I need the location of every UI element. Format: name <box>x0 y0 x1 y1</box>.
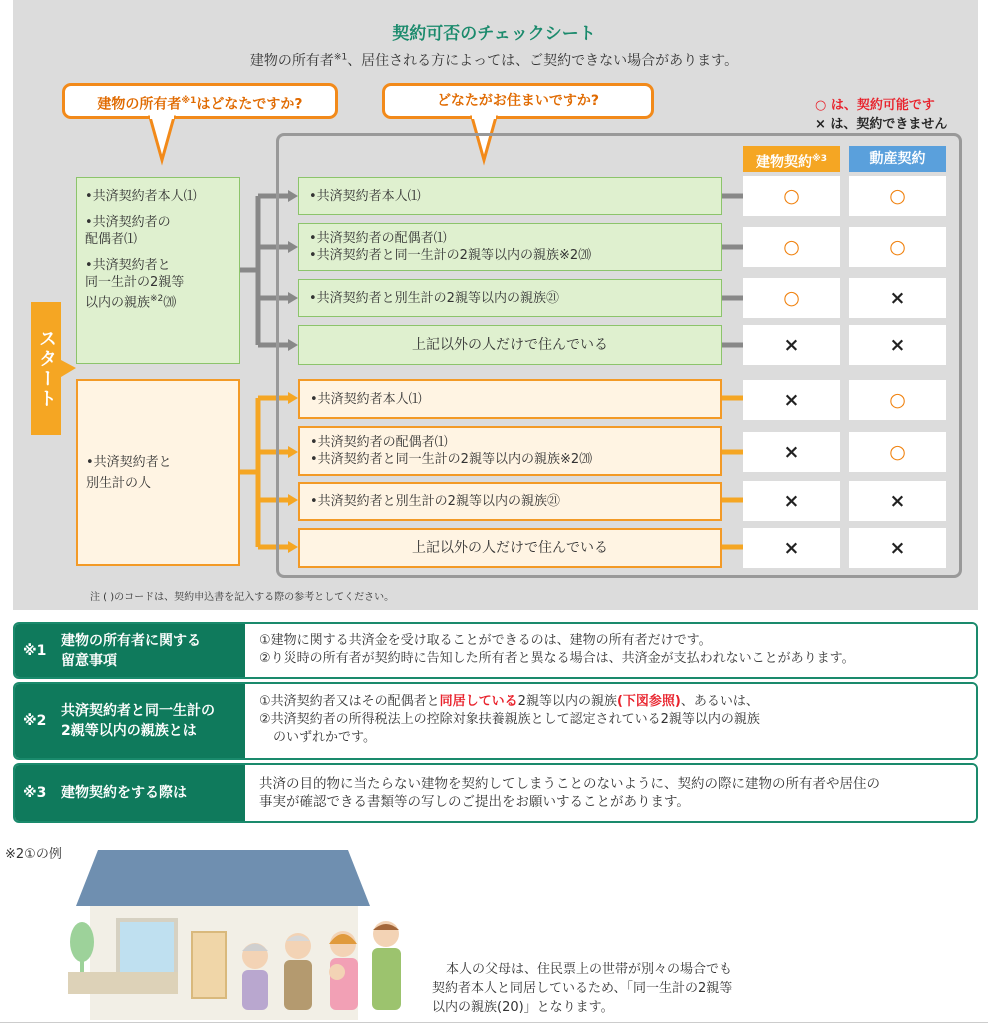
footnote-body <box>245 765 976 821</box>
footnote-text: 、あるいは、 <box>680 694 759 709</box>
footnote-text: 2親等以内の親族 <box>517 694 617 709</box>
footnote-label-text: 建物契約をする際は <box>61 785 187 801</box>
page-title: 契約可否のチェックシート <box>392 24 596 44</box>
subtitle-text: 建物の所有者 <box>249 53 334 69</box>
footnote-line: のいずれかです。 <box>273 730 376 745</box>
footnote-line <box>259 693 966 711</box>
grandfather-figure <box>284 933 312 1010</box>
footnote-relatives <box>13 682 978 760</box>
code-note: 注 ( )のコードは、契約申込書を記入する際の参考としてください。 <box>90 592 395 603</box>
resident-row-text: •共済契約者の配偶者⑴ <box>309 231 447 246</box>
start-label: スタート <box>31 302 61 435</box>
owner-line: •共済契約者本人⑴ <box>85 189 197 204</box>
building-result: ○ <box>743 176 840 216</box>
footnote-label-text: 2親等以内の親族とは <box>61 723 197 739</box>
example-line: 本人の父母は、住民票上の世帯が別々の場合でも <box>446 962 733 977</box>
movable-result: × <box>849 325 946 365</box>
footnote-body <box>245 624 976 677</box>
owner-box-separate <box>76 379 240 566</box>
owner-line <box>85 291 231 311</box>
resident-row <box>298 223 722 271</box>
building-result: × <box>743 380 840 420</box>
example-line: 以内の親族(20)」となります。 <box>432 1000 614 1015</box>
house-window <box>118 920 176 980</box>
owner-line: 同一生計の2親等 <box>85 275 185 290</box>
bottom-divider <box>0 1022 988 1023</box>
footnote-number: ※3 <box>23 785 47 801</box>
house-roof <box>76 850 370 906</box>
owner-line: 別生計の人 <box>86 475 152 491</box>
movable-result: ○ <box>849 227 946 267</box>
owner-question-text-2: はどなたですか? <box>196 96 303 113</box>
footnote-line: 共済の目的物に当たらない建物を契約してしまうことのないように、契約の際に建物の所有者や居住の <box>259 776 880 792</box>
footnote-label-text: 共済契約者と同一生計の <box>61 703 215 719</box>
owner-line: •共済契約者と <box>86 454 172 470</box>
resident-row <box>298 528 722 568</box>
resident-row-text: 上記以外の人だけで住んでいる <box>412 336 608 353</box>
footnote-number: ※2 <box>23 713 47 729</box>
footnote-reference: (下図参照) <box>616 694 681 709</box>
footnote-label-text: 留意事項 <box>61 652 117 669</box>
footnote-line: ②り災時の所有者が契約時に告知した所有者と異なる場合は、共済金が支払われないことがあります。 <box>259 651 855 666</box>
fence <box>68 972 178 994</box>
owner-line: •共済契約者の <box>85 215 171 230</box>
movable-result: × <box>849 278 946 318</box>
example-line: 契約者本人と同居しているため、「同一生計の2親等 <box>432 981 733 996</box>
owner-box-family <box>76 177 240 364</box>
example-description <box>432 960 732 1017</box>
building-result: × <box>743 481 840 521</box>
building-result: × <box>743 528 840 568</box>
footnote-label <box>15 684 245 758</box>
subtitle-text-2: 、居住される方によっては、ご契約できない場合があります。 <box>347 53 739 69</box>
footnote-label <box>15 624 245 677</box>
resident-question-bubble: どなたがお住まいですか? <box>382 83 654 119</box>
building-result: × <box>743 325 840 365</box>
owner-line-part: 以内の親族 <box>85 295 151 311</box>
movable-result: ○ <box>849 432 946 472</box>
column-building-contract <box>743 146 840 172</box>
resident-row-text: •共済契約者と別生計の2親等以内の親族㉑ <box>310 494 560 509</box>
movable-result: × <box>849 481 946 521</box>
owner-line-sup: ※2 <box>150 294 164 304</box>
building-result: ○ <box>743 227 840 267</box>
resident-row-text: •共済契約者と同一生計の2親等以内の親族※2⒇ <box>309 248 592 263</box>
building-result: × <box>743 432 840 472</box>
footnote-text: ①共済契約者又はその配偶者と <box>259 694 440 709</box>
movable-result: ○ <box>849 176 946 216</box>
footnote-line: 事実が確認できる書類等の写しのご提出をお願いすることがあります。 <box>259 794 690 810</box>
resident-row-text: •共済契約者本人⑴ <box>310 391 422 407</box>
column-building-label: 建物契約 <box>755 154 812 171</box>
resident-row-text: •共済契約者と同一生計の2親等以内の親族※2⒇ <box>310 452 593 467</box>
owner-question-sup: ※1 <box>181 96 197 106</box>
owner-question-text: 建物の所有者 <box>97 96 182 113</box>
footnote-body <box>245 684 976 758</box>
mother-with-child-figure <box>329 931 358 1010</box>
footnote-line: ①建物に関する共済金を受け取ることができるのは、建物の所有者だけです。 <box>259 633 712 648</box>
movable-result: × <box>849 528 946 568</box>
resident-row-text: •共済契約者と別生計の2親等以内の親族㉑ <box>309 290 559 306</box>
resident-row <box>298 279 722 317</box>
footnote-building <box>13 763 978 823</box>
footnote-label-text: 建物の所有者に関する <box>61 632 201 649</box>
house-door <box>192 932 226 998</box>
family-house-illustration <box>60 848 420 1020</box>
subtitle-sup: ※1 <box>333 52 348 63</box>
column-building-sup: ※3 <box>811 154 827 164</box>
resident-row <box>298 482 722 521</box>
footnote-highlight: 同居している <box>439 694 518 709</box>
footnote-line: ②共済契約者の所得税法上の控除対象扶養親族として認定されている2親等以内の親族 <box>259 712 760 727</box>
resident-row <box>298 379 722 419</box>
resident-row-text: •共済契約者本人⑴ <box>309 188 421 204</box>
footnote-number: ※1 <box>23 642 47 659</box>
resident-row <box>298 325 722 365</box>
resident-row-text: 上記以外の人だけで住んでいる <box>412 539 608 556</box>
owner-line: 配偶者⑴ <box>85 232 138 247</box>
legend-ok: ○ は、契約可能です <box>815 98 935 113</box>
owner-line: •共済契約者と <box>85 258 171 273</box>
father-figure <box>372 921 401 1010</box>
example-label: ※2①の例 <box>5 847 62 862</box>
footnote-label <box>15 765 245 821</box>
owner-bubble-tail <box>150 117 174 160</box>
tree-icon <box>70 922 94 962</box>
footnote-owner <box>13 622 978 679</box>
movable-result: ○ <box>849 380 946 420</box>
owner-line-code: ⒇ <box>163 295 177 311</box>
resident-row <box>298 177 722 215</box>
grandmother-figure <box>242 943 268 1010</box>
legend-ng: × は、契約できません <box>815 117 948 132</box>
resident-row-text: •共済契約者の配偶者⑴ <box>310 435 448 450</box>
building-result: ○ <box>743 278 840 318</box>
column-movable-contract: 動産契約 <box>849 146 946 172</box>
resident-row <box>298 426 722 476</box>
